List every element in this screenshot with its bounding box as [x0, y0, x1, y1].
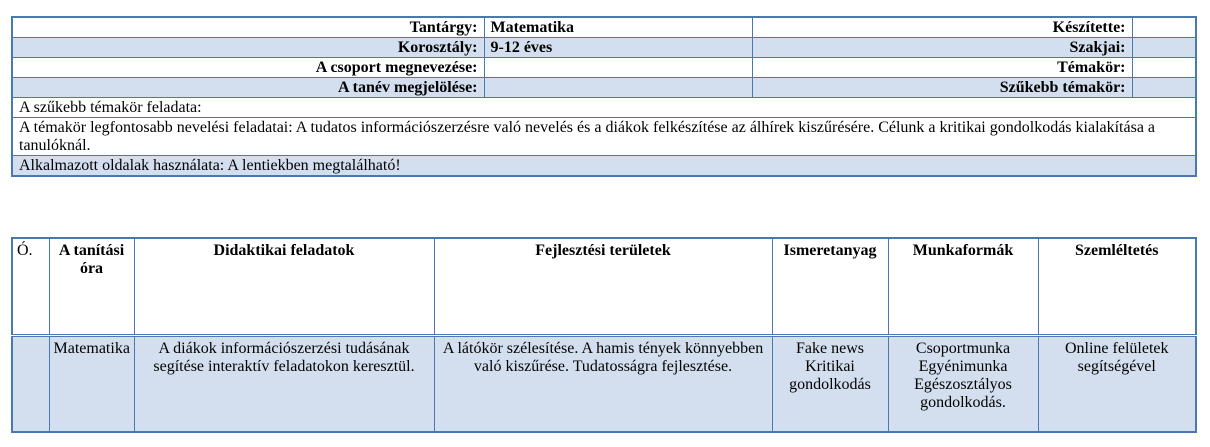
subject-value: Matematika	[484, 17, 752, 38]
subject-label: Tantárgy:	[12, 17, 484, 38]
header-visual: Szemléltetés	[1038, 238, 1196, 336]
topic-label: Témakör:	[752, 58, 1132, 78]
group-row	[12, 58, 1196, 78]
subtopic-task-row	[12, 98, 1196, 118]
subtopic-label: Szűkebb témakör:	[752, 78, 1132, 98]
header-lesson: A tanítási óra	[49, 238, 134, 336]
field-label: Szakjai:	[752, 38, 1132, 58]
author-label: Készítette:	[752, 17, 1132, 38]
lesson-table	[11, 237, 1197, 433]
year-value	[484, 78, 752, 98]
subtopic-task: A szűkebb témakör feladata:	[12, 98, 1196, 118]
cell-content: Fake news Kritikai gondolkodás	[772, 336, 888, 433]
age-row	[12, 38, 1196, 58]
educational-tasks: A témakör legfontosabb nevelési feladatai: A tudatos információszerzésre való nevelés és a diákok felkészítése az álhírek kiszűrésére. Célunk a kritikai gondolkodás kialakítása a tanulóknál.	[12, 118, 1196, 156]
group-value	[484, 58, 752, 78]
subtopic-value	[1132, 78, 1196, 98]
cell-workforms: Csoportmunka Egyénimunka Egészosztályos gondolkodás.	[888, 336, 1038, 433]
lesson-header-row	[12, 238, 1196, 336]
header-table	[11, 16, 1197, 177]
header-o: Ó.	[12, 238, 49, 336]
pages-used-row	[12, 156, 1196, 177]
age-value: 9-12 éves	[484, 38, 752, 58]
cell-o	[12, 336, 49, 433]
header-development: Fejlesztési területek	[434, 238, 772, 336]
cell-visual: Online felületek segítségével	[1038, 336, 1196, 433]
cell-development: A látókör szélesítése. A hamis tények könnyebben való kiszűrése. Tudatosságra fejlesztése.	[434, 336, 772, 433]
author-value	[1132, 17, 1196, 38]
topic-value	[1132, 58, 1196, 78]
header-didactic: Didaktikai feladatok	[134, 238, 434, 336]
table-row	[12, 336, 1196, 433]
subject-row	[12, 17, 1196, 38]
header-content: Ismeretanyag	[772, 238, 888, 336]
educational-tasks-row	[12, 118, 1196, 156]
cell-didactic: A diákok információszerzési tudásának segítése interaktív feladatokon keresztül.	[134, 336, 434, 433]
group-label: A csoport megnevezése:	[12, 58, 484, 78]
pages-used: Alkalmazott oldalak használata: A lentiekben megtalálható!	[12, 156, 1196, 177]
header-workforms: Munkaformák	[888, 238, 1038, 336]
cell-lesson: Matematika	[49, 336, 134, 433]
year-row	[12, 78, 1196, 98]
field-value	[1132, 38, 1196, 58]
year-label: A tanév megjelölése:	[12, 78, 484, 98]
age-label: Korosztály:	[12, 38, 484, 58]
